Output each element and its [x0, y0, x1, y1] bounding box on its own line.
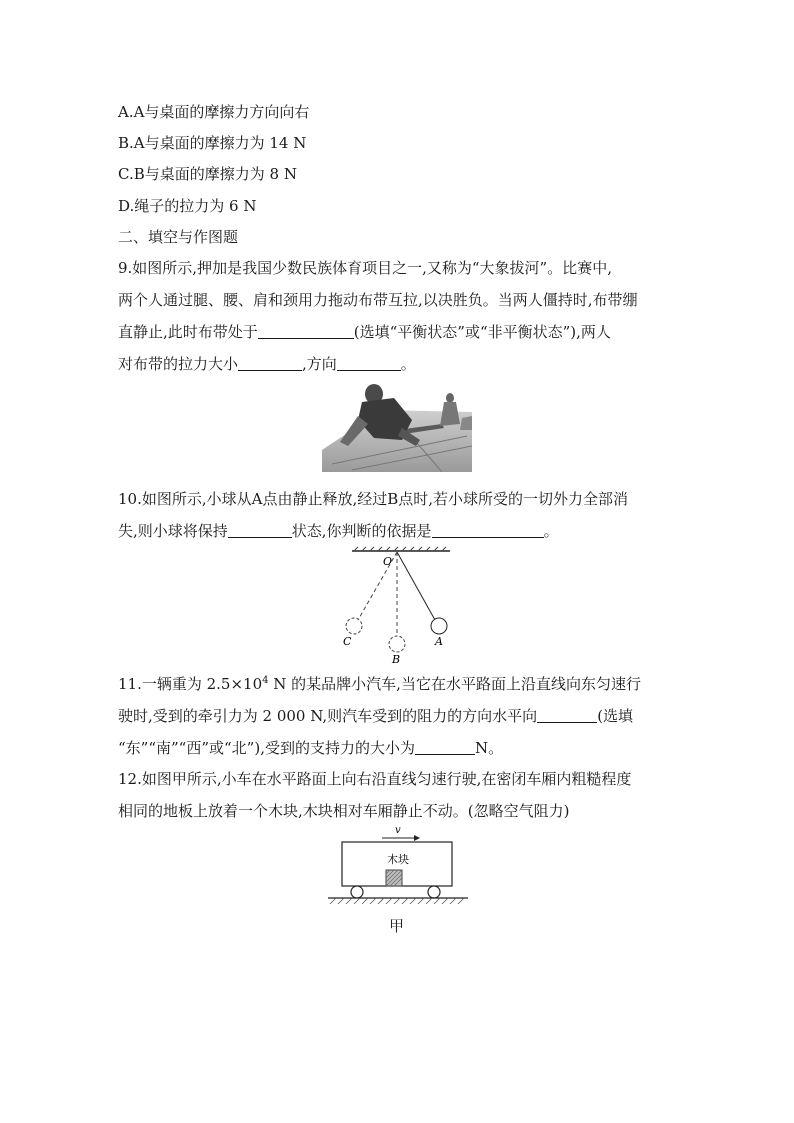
q9-line-1: 9.如图所示,押加是我国少数民族体育项目之一,又称为“大象拔河”。比赛中, — [118, 259, 612, 277]
q11-line-3-text-a: “东”“南”“西”或“北”),受到的支持力的大小为 — [118, 739, 415, 757]
q10-line-2-text-c: 。 — [543, 522, 559, 540]
q11-line-3 — [118, 738, 503, 758]
wheel-right — [428, 886, 440, 898]
option-d: D.绳子的拉力为 6 N — [118, 197, 257, 215]
q12-figure-caption: 甲 — [389, 917, 405, 935]
q9-line-3-text-b: (选填“平衡状态”或“非平衡状态”),两人 — [353, 323, 611, 341]
section-title: 二、填空与作图题 — [118, 228, 239, 246]
q9-line-2: 两个人通过腿、腰、肩和颈用力拖动布带互拉,以决胜负。当两人僵持时,布带绷 — [118, 291, 638, 309]
block-label: 木块 — [387, 853, 409, 866]
label-o: O — [383, 555, 393, 568]
q12-line-1: 12.如图甲所示,小车在水平路面上向右沿直线匀速行驶,在密闭车厢内粗糙程度 — [118, 770, 632, 788]
q11-line-1-text-b: N 的某品牌小汽车,当它在水平路面上沿直线向东匀速行 — [268, 675, 641, 693]
ball-c — [346, 618, 362, 634]
q10-line-1: 10.如图所示,小球从A点由静止释放,经过B点时,若小球所受的一切外力全部消 — [118, 490, 629, 508]
option-a: A.A与桌面的摩擦力方向向右 — [118, 103, 310, 121]
label-a: A — [435, 635, 443, 648]
q9-line-4 — [118, 354, 416, 374]
velocity-label: v — [395, 825, 401, 836]
q11-line-2 — [118, 706, 633, 726]
q10-line-2 — [118, 521, 559, 541]
ball-b — [389, 636, 405, 652]
q9-blank-2[interactable] — [238, 356, 302, 371]
road-hatch — [330, 898, 464, 904]
label-b: B — [392, 653, 401, 666]
q9-person-2-body — [440, 402, 460, 426]
ball-a — [431, 618, 447, 634]
q11-line-1-text-a: 11.一辆重为 2.5×10 — [118, 675, 263, 693]
option-c: C.B与桌面的摩擦力为 8 N — [118, 165, 297, 183]
q10-line-2-text-a: 失,则小球将保持 — [118, 522, 228, 540]
q11-exponent: 4 — [262, 675, 269, 686]
q11-line-2-text-a: 驶时,受到的牵引力为 2 000 N,则汽车受到的阻力的方向水平向 — [118, 707, 538, 725]
label-c: C — [343, 635, 352, 648]
q12-cart-figure — [322, 822, 472, 908]
q9-blank-1[interactable] — [258, 324, 354, 339]
q9-line-4-text-b: ,方向 — [302, 355, 337, 373]
q9-blank-3[interactable] — [337, 356, 401, 371]
q9-line-4-text-c: 。 — [400, 355, 416, 373]
wheel-left — [351, 886, 363, 898]
q10-pendulum-figure — [330, 546, 460, 668]
q9-line-4-text-a: 对布带的拉力大小 — [118, 355, 239, 373]
q9-person-2-head — [446, 393, 454, 403]
string-a — [397, 552, 435, 620]
q11-line-3-text-b: N。 — [474, 739, 504, 757]
q9-line-3-text-a: 直静止,此时布带处于 — [118, 323, 258, 341]
q10-blank-1[interactable] — [228, 523, 292, 538]
q9-photo — [322, 380, 472, 472]
q11-blank-2[interactable] — [415, 740, 475, 755]
q10-blank-2[interactable] — [432, 523, 544, 538]
q9-line-3 — [118, 322, 611, 342]
q12-line-2: 相同的地板上放着一个木块,木块相对车厢静止不动。(忽略空气阻力) — [118, 802, 570, 820]
q11-blank-1[interactable] — [537, 708, 597, 723]
q11-line-2-text-b: (选填 — [597, 707, 634, 725]
velocity-arrowhead — [414, 835, 420, 841]
q10-line-2-text-b: 状态,你判断的依据是 — [291, 522, 432, 540]
option-b: B.A与桌面的摩擦力为 14 N — [118, 134, 307, 152]
q11-line-1 — [118, 674, 641, 694]
